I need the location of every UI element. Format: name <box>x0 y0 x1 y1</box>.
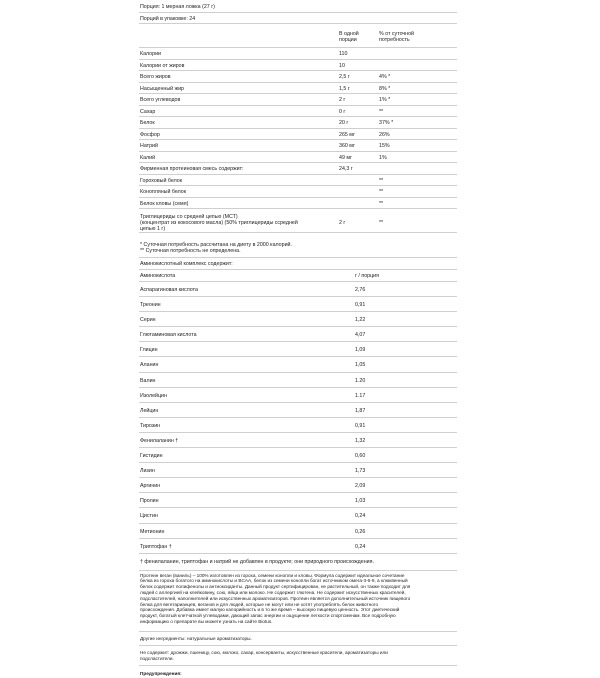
amino-amount: 0,91 <box>355 302 366 309</box>
nutrient-row <box>139 129 457 141</box>
description-line-6: белка для вегетарианцев, веганов и для людей, которые не могут или не хотят употреблять белок животного <box>140 601 379 607</box>
nutrition-header-row <box>139 24 457 48</box>
amino-row <box>139 418 457 433</box>
warnings-row <box>139 666 457 678</box>
nutrient-row <box>139 140 457 152</box>
serving-size-row <box>139 0 457 13</box>
amino-name: Глютаминовая кислота <box>140 332 197 339</box>
footnote-not-defined: ** Суточная потребность не определена. <box>140 248 241 254</box>
nutrient-row <box>139 175 457 187</box>
amino-amount: 1.17 <box>355 392 366 399</box>
nutrient-row <box>139 163 457 175</box>
amino-amount: 1,87 <box>355 407 366 414</box>
nutrients-table <box>139 48 457 209</box>
amino-row <box>139 312 457 327</box>
amino-name: Цистин <box>140 513 158 520</box>
mct-line2: (концентрат из кокосового масла) (50% триглицериды ссредней <box>140 220 298 226</box>
serving-size-text: Порция: 1 мерная ложка (27 г) <box>140 4 215 10</box>
servings-per-pack-text: Порций в упаковке: 24 <box>140 16 196 22</box>
nutrient-amount: 24,3 г <box>339 166 353 172</box>
amino-name: Аргинин <box>140 483 161 490</box>
nutrient-daily-value: 1% <box>379 154 387 161</box>
amino-name: Пролин <box>140 498 159 505</box>
nutrient-amount: 360 мг <box>339 143 355 149</box>
amino-table <box>139 282 457 554</box>
nutrient-row <box>139 48 457 60</box>
product-description <box>139 571 457 632</box>
description-line-9: информацию о препарате вы можете узнать на сайте Biotus. <box>140 619 273 625</box>
amino-amount: 1,09 <box>355 347 366 354</box>
nutrient-name: Всего жиров <box>140 74 171 80</box>
amino-name: Глицин <box>140 347 158 354</box>
amino-name: Тирозин <box>140 422 161 429</box>
amino-footnote: † фенилаланин, триптофан и натрий не добавлен в продукте; они природного происхождения. <box>140 558 374 565</box>
does-not-contain-line-2: подсластители. <box>140 655 174 661</box>
amino-col-name-header: Аминокислота <box>140 273 176 279</box>
amino-col-amount-header: г / порция <box>355 273 379 279</box>
amino-header-row <box>139 270 457 282</box>
amino-footnote-row <box>139 554 457 571</box>
amino-amount: 2,76 <box>355 287 366 293</box>
nutrient-amount: 110 <box>339 51 348 57</box>
amino-name: Метионин <box>140 528 165 535</box>
amino-amount: 0,24 <box>355 543 366 550</box>
nutrient-daily-value: ** <box>379 200 384 207</box>
footnote-daily-value: * Суточная потребность рассчитана на диету в 2000 калорий. <box>140 242 292 248</box>
nutrient-amount: 1,5 г <box>339 85 350 92</box>
nutrient-row <box>139 152 457 164</box>
nutrient-name: Калий <box>140 154 156 161</box>
does-not-contain-line-1: Не содержит: дрожжи, пшеницу, сою, молоко, сахар, консерванты, искусственные красители, ароматизаторы или <box>140 649 388 655</box>
amino-row <box>139 342 457 357</box>
warnings-heading: Предупреждения: <box>140 670 182 676</box>
mct-dv: ** <box>379 220 384 226</box>
amino-name: Валин <box>140 377 156 384</box>
amino-row <box>139 297 457 312</box>
amino-name: Лизин <box>140 468 155 475</box>
footnotes <box>139 233 457 258</box>
nutrient-row <box>139 60 457 72</box>
nutrient-name: Белок <box>140 120 155 126</box>
description-line-8: продукт, богатый клетчаткой углеводами, дающий запас энергии и ощущение легкости спортсменам. Все подробную <box>140 613 396 619</box>
nutrient-name: Калории <box>140 51 161 57</box>
amino-name: Аланин <box>140 362 159 369</box>
amino-row <box>139 388 457 403</box>
mct-amount: 2 г <box>339 220 346 226</box>
description-line-5: подсластителей, наполнителей или искусственных ароматизаторов. Протеин является дополнительный источник пищевого <box>140 595 411 601</box>
amino-title: Аминокислотный комплекс содержит: <box>140 261 233 267</box>
amino-name: Серин <box>140 317 156 324</box>
amino-row <box>139 433 457 448</box>
amino-row <box>139 373 457 388</box>
nutrient-row <box>139 94 457 106</box>
servings-per-pack-row <box>139 13 457 24</box>
amino-amount: 0,60 <box>355 453 366 460</box>
mct-line1: Триглицериды со средней цепью (МСТ) <box>140 214 238 220</box>
amino-amount: 1,32 <box>355 437 366 444</box>
nutrient-name: Конопляный белок <box>140 189 187 195</box>
amino-row <box>139 282 457 297</box>
amino-name: Фенилаланин † <box>140 437 179 444</box>
nutrient-name: Гороховый белок <box>140 177 183 184</box>
nutrient-daily-value: 1% * <box>379 97 391 103</box>
nutrient-daily-value: ** <box>379 189 384 195</box>
amino-row <box>139 508 457 523</box>
nutrient-daily-value: ** <box>379 177 384 184</box>
amino-row <box>139 478 457 493</box>
amino-amount: 0,26 <box>355 528 366 535</box>
product-label-panel <box>139 0 457 676</box>
nutrient-row-mct <box>139 209 457 233</box>
nutrient-name: Насыщенный жир <box>140 85 185 92</box>
amino-name: Гистидин <box>140 453 163 460</box>
other-ingredients: Другие ингредиенты: натуральные ароматизаторы. <box>140 635 252 641</box>
amino-amount: 2,09 <box>355 483 366 490</box>
description-line-3: белок содержит полифенолы и антиоксиданты. Данный продукт сертифицирован, не растительный, он также подходит для <box>140 584 411 590</box>
amino-amount: 1,03 <box>355 498 366 505</box>
other-ingredients-row <box>139 632 457 646</box>
amino-row <box>139 357 457 372</box>
description-line-7: происхождения. Добавка имеет малую калорийность и в то же время – высокую пищевую ценность. Этот диетический <box>140 607 400 613</box>
nutrient-name: Калории от жиров <box>140 62 185 69</box>
amino-amount: 0,91 <box>355 422 366 429</box>
amino-amount: 1,05 <box>355 362 366 369</box>
amino-amount: 4,07 <box>355 332 366 339</box>
nutrient-row <box>139 198 457 210</box>
nutrient-amount: 2,5 г <box>339 74 350 80</box>
amino-row <box>139 403 457 418</box>
nutrient-row <box>139 117 457 129</box>
mct-line3: цепью 1 г) <box>140 226 166 232</box>
amino-name: Треонин <box>140 302 161 309</box>
amino-amount: 1,22 <box>355 317 366 324</box>
nutrient-amount: 0 г <box>339 108 346 115</box>
amino-amount: 0,24 <box>355 513 366 520</box>
nutrient-amount: 10 <box>339 62 345 69</box>
nutrient-amount: 49 мг <box>339 154 352 161</box>
description-line-4: людей с аллергией на клейковину, сою, яйца или молоко. Не содержит глютена. Не содержит искусственных красителей, <box>140 590 406 596</box>
nutrient-name: Сахар <box>140 108 156 115</box>
amino-row <box>139 493 457 508</box>
nutrient-daily-value: 26% <box>379 131 390 138</box>
description-line-2: белка из гороха богатого на аминокислоты и BCAA, белок из семени конопли богат источником омега-3-6-9, а клюквенный <box>140 578 408 584</box>
amino-row <box>139 463 457 478</box>
nutrient-amount: 265 мг <box>339 131 355 138</box>
nutrient-amount: 20 г <box>339 120 349 126</box>
amino-name: Аспарагиновая кислота <box>140 287 198 293</box>
nutrient-row <box>139 186 457 198</box>
nutrient-daily-value: 8% * <box>379 85 391 92</box>
does-not-contain-row <box>139 646 457 666</box>
nutrient-daily-value: ** <box>379 108 384 115</box>
nutrient-daily-value: 37% * <box>379 120 394 126</box>
nutrient-daily-value: 4% * <box>379 74 391 80</box>
nutrient-name: Натрий <box>140 143 158 149</box>
amino-row <box>139 524 457 539</box>
nutrient-row <box>139 83 457 95</box>
nutrient-name: Всего углеводов <box>140 97 181 103</box>
col-per-serving-header: В одной порции <box>339 31 359 43</box>
nutrient-name: Фирменная протеиновая смесь содержит: <box>140 166 244 172</box>
amino-amount: 1,73 <box>355 468 366 475</box>
nutrient-daily-value: 15% <box>379 143 390 149</box>
description-line-1: Протеин веган (ваниль) – 100% изготовлен из гороха, семени конопли и кловы. Формула содержит идеальное сочетание <box>140 572 405 578</box>
amino-row <box>139 448 457 463</box>
amino-title-row <box>139 258 457 270</box>
amino-name: Изолейцин <box>140 392 167 399</box>
nutrient-name: Белок кловы (семя) <box>140 200 189 207</box>
nutrient-name: Фосфор <box>140 131 160 138</box>
amino-name: Триптофан † <box>140 543 172 550</box>
amino-name: Лейцин <box>140 407 159 414</box>
amino-amount: 1.20 <box>355 377 366 384</box>
amino-row <box>139 327 457 342</box>
nutrient-row <box>139 71 457 83</box>
col-daily-value-header: % от суточной потребность <box>379 31 414 43</box>
amino-row <box>139 539 457 554</box>
nutrient-amount: 2 г <box>339 97 346 103</box>
nutrient-row <box>139 106 457 118</box>
